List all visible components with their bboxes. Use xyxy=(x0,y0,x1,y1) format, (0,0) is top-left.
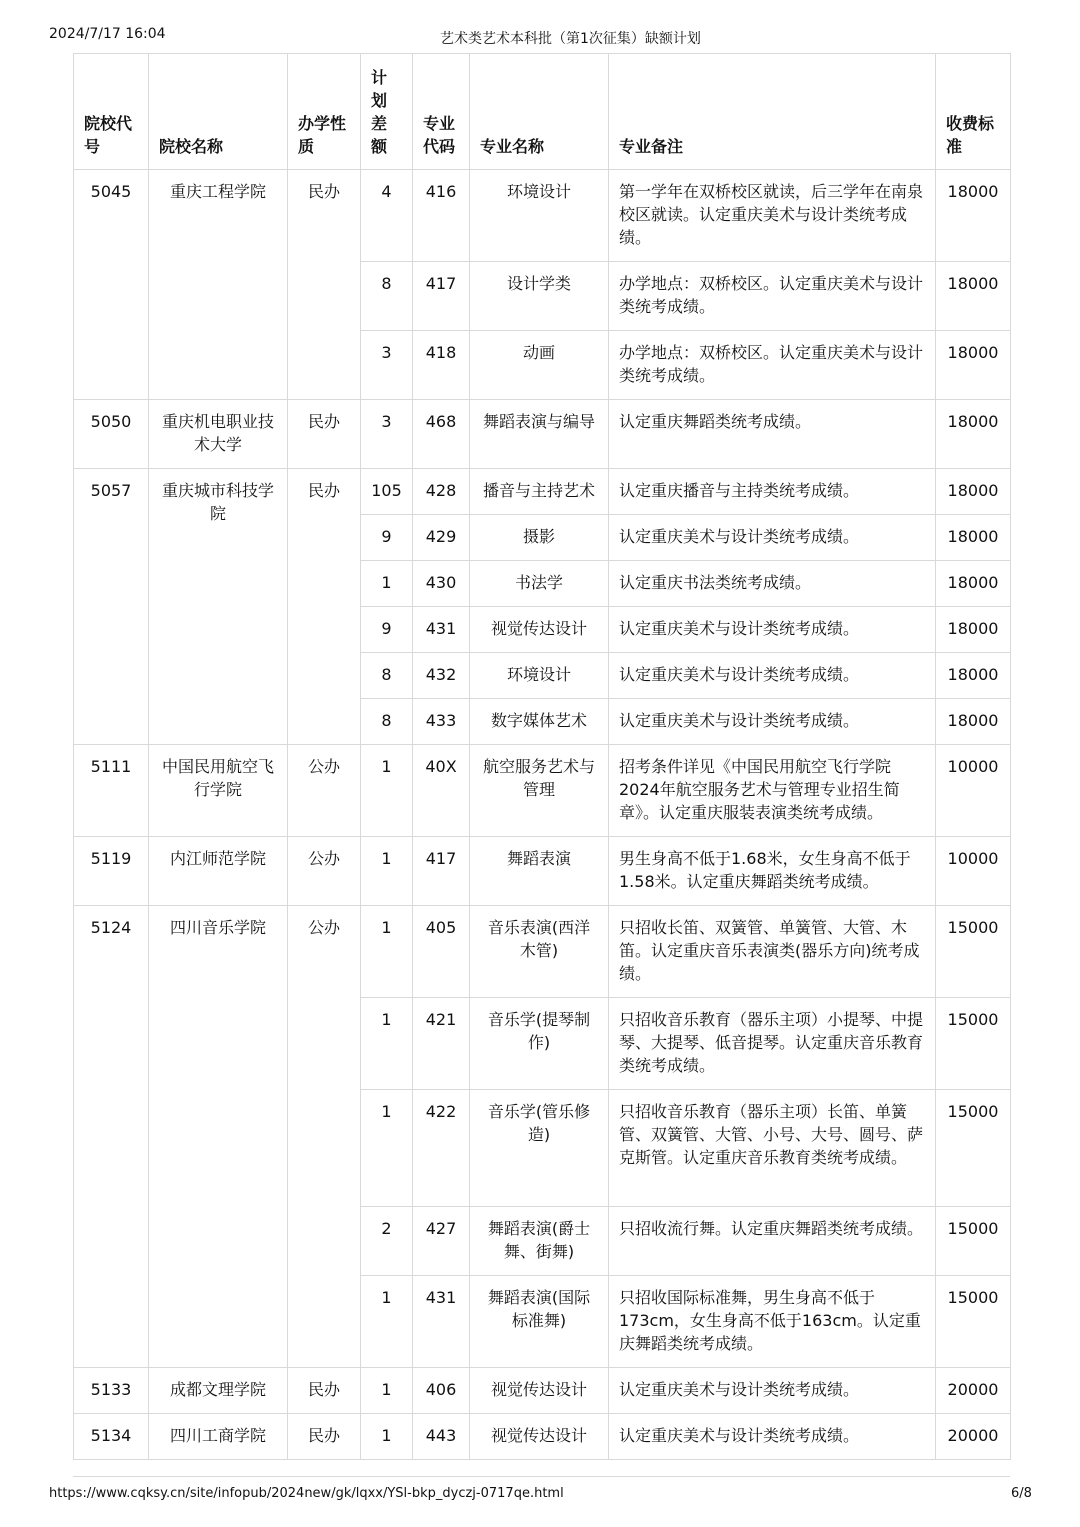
major-note-cell: 认定重庆舞蹈类统考成绩。 xyxy=(609,400,936,469)
quota-gap-cell: 1 xyxy=(361,561,413,607)
school-name-cell: 四川工商学院 xyxy=(149,1414,288,1460)
fee-cell: 18000 xyxy=(936,262,1011,331)
major-code-cell: 431 xyxy=(413,607,470,653)
major-note-cell: 办学地点：双桥校区。认定重庆美术与设计类统考成绩。 xyxy=(609,262,936,331)
quota-gap-cell: 4 xyxy=(361,170,413,262)
major-name-cell: 舞蹈表演与编导 xyxy=(470,400,609,469)
major-name-cell: 视觉传达设计 xyxy=(470,607,609,653)
school-code-cell: 5057 xyxy=(74,469,149,745)
major-code-cell: 429 xyxy=(413,515,470,561)
school-name-cell: 重庆城市科技学院 xyxy=(149,469,288,745)
table-row xyxy=(74,400,1011,469)
print-datetime: 2024/7/17 16:04 xyxy=(49,26,166,42)
school-type-cell: 公办 xyxy=(288,837,361,906)
school-type-cell: 民办 xyxy=(288,1414,361,1460)
school-name-cell: 重庆机电职业技术大学 xyxy=(149,400,288,469)
school-name-cell: 四川音乐学院 xyxy=(149,906,288,1368)
major-code-cell: 433 xyxy=(413,699,470,745)
major-name-cell: 音乐表演(西洋木管) xyxy=(470,906,609,998)
major-code-cell: 421 xyxy=(413,998,470,1090)
col-header-school-type: 办学性质 xyxy=(288,54,361,170)
quota-gap-cell: 2 xyxy=(361,1207,413,1276)
major-code-cell: 416 xyxy=(413,170,470,262)
major-name-cell: 数字媒体艺术 xyxy=(470,699,609,745)
school-type-cell: 公办 xyxy=(288,745,361,837)
major-note-cell: 认定重庆美术与设计类统考成绩。 xyxy=(609,1414,936,1460)
major-code-cell: 428 xyxy=(413,469,470,515)
major-name-cell: 舞蹈表演(爵士舞、街舞) xyxy=(470,1207,609,1276)
major-name-cell: 摄影 xyxy=(470,515,609,561)
fee-cell: 20000 xyxy=(936,1368,1011,1414)
major-note-cell: 只招收长笛、双簧管、单簧管、大管、木笛。认定重庆音乐表演类(器乐方向)统考成绩。 xyxy=(609,906,936,998)
major-code-cell: 431 xyxy=(413,1276,470,1368)
major-code-cell: 406 xyxy=(413,1368,470,1414)
quota-gap-cell: 8 xyxy=(361,653,413,699)
page-number: 6/8 xyxy=(1011,1486,1032,1501)
school-code-cell: 5134 xyxy=(74,1414,149,1460)
quota-gap-cell: 3 xyxy=(361,331,413,400)
major-name-cell: 设计学类 xyxy=(470,262,609,331)
major-note-cell: 只招收音乐教育（器乐主项）小提琴、中提琴、大提琴、低音提琴。认定重庆音乐教育类统考成绩。 xyxy=(609,998,936,1090)
col-header-fee: 收费标准 xyxy=(936,54,1011,170)
footer-url: https://www.cqksy.cn/site/infopub/2024new/gk/lqxx/YSl-bkp_dyczj-0717qe.html xyxy=(49,1486,564,1501)
table-row xyxy=(74,469,1011,515)
major-code-cell: 430 xyxy=(413,561,470,607)
school-code-cell: 5133 xyxy=(74,1368,149,1414)
major-name-cell: 视觉传达设计 xyxy=(470,1414,609,1460)
quota-gap-cell: 1 xyxy=(361,1090,413,1207)
fee-cell: 18000 xyxy=(936,699,1011,745)
col-header-major-note: 专业备注 xyxy=(609,54,936,170)
quota-gap-cell: 1 xyxy=(361,998,413,1090)
school-code-cell: 5050 xyxy=(74,400,149,469)
quota-gap-cell: 3 xyxy=(361,400,413,469)
col-header-school-name: 院校名称 xyxy=(149,54,288,170)
major-note-cell: 认定重庆播音与主持类统考成绩。 xyxy=(609,469,936,515)
school-type-cell: 民办 xyxy=(288,170,361,400)
major-name-cell: 音乐学(提琴制作) xyxy=(470,998,609,1090)
major-code-cell: 443 xyxy=(413,1414,470,1460)
school-name-cell: 重庆工程学院 xyxy=(149,170,288,400)
school-name-cell: 成都文理学院 xyxy=(149,1368,288,1414)
table-header-row xyxy=(74,54,1011,170)
fee-cell: 18000 xyxy=(936,561,1011,607)
major-note-cell: 招考条件详见《中国民用航空飞行学院2024年航空服务艺术与管理专业招生简章》。认定重庆服装表演类统考成绩。 xyxy=(609,745,936,837)
major-code-cell: 422 xyxy=(413,1090,470,1207)
quota-gap-cell: 1 xyxy=(361,1414,413,1460)
school-type-cell: 民办 xyxy=(288,1368,361,1414)
school-code-cell: 5045 xyxy=(74,170,149,400)
major-code-cell: 40X xyxy=(413,745,470,837)
major-name-cell: 环境设计 xyxy=(470,170,609,262)
fee-cell: 18000 xyxy=(936,653,1011,699)
fee-cell: 18000 xyxy=(936,170,1011,262)
major-note-cell: 认定重庆美术与设计类统考成绩。 xyxy=(609,515,936,561)
col-header-major-code: 专业代码 xyxy=(413,54,470,170)
quota-gap-cell: 9 xyxy=(361,515,413,561)
school-type-cell: 民办 xyxy=(288,400,361,469)
major-code-cell: 468 xyxy=(413,400,470,469)
fee-cell: 15000 xyxy=(936,906,1011,998)
fee-cell: 18000 xyxy=(936,607,1011,653)
quota-gap-cell: 1 xyxy=(361,906,413,998)
col-header-major-name: 专业名称 xyxy=(470,54,609,170)
major-code-cell: 405 xyxy=(413,906,470,998)
school-code-cell: 5119 xyxy=(74,837,149,906)
table-row xyxy=(74,1368,1011,1414)
quota-gap-cell: 9 xyxy=(361,607,413,653)
quota-gap-cell: 1 xyxy=(361,1368,413,1414)
major-note-cell: 只招收音乐教育（器乐主项）长笛、单簧管、双簧管、大管、小号、大号、圆号、萨克斯管。认定重庆音乐教育类统考成绩。 xyxy=(609,1090,936,1207)
fee-cell: 18000 xyxy=(936,469,1011,515)
fee-cell: 15000 xyxy=(936,1276,1011,1368)
school-type-cell: 民办 xyxy=(288,469,361,745)
col-header-school-code: 院校代号 xyxy=(74,54,149,170)
school-code-cell: 5111 xyxy=(74,745,149,837)
table-row xyxy=(74,170,1011,262)
major-name-cell: 书法学 xyxy=(470,561,609,607)
school-code-cell: 5124 xyxy=(74,906,149,1368)
major-name-cell: 播音与主持艺术 xyxy=(470,469,609,515)
table-row xyxy=(74,906,1011,998)
major-name-cell: 视觉传达设计 xyxy=(470,1368,609,1414)
quota-gap-cell: 1 xyxy=(361,745,413,837)
quota-gap-cell: 8 xyxy=(361,262,413,331)
major-note-cell: 认定重庆书法类统考成绩。 xyxy=(609,561,936,607)
fee-cell: 10000 xyxy=(936,837,1011,906)
major-name-cell: 舞蹈表演 xyxy=(470,837,609,906)
school-name-cell: 内江师范学院 xyxy=(149,837,288,906)
table-row xyxy=(74,1414,1011,1460)
major-code-cell: 432 xyxy=(413,653,470,699)
major-name-cell: 环境设计 xyxy=(470,653,609,699)
major-note-cell: 只招收流行舞。认定重庆舞蹈类统考成绩。 xyxy=(609,1207,936,1276)
major-note-cell: 认定重庆美术与设计类统考成绩。 xyxy=(609,653,936,699)
quota-gap-cell: 105 xyxy=(361,469,413,515)
fee-cell: 20000 xyxy=(936,1414,1011,1460)
major-code-cell: 417 xyxy=(413,262,470,331)
page-title: 艺术类艺术本科批（第1次征集）缺额计划 xyxy=(440,31,701,47)
fee-cell: 15000 xyxy=(936,1207,1011,1276)
fee-cell: 18000 xyxy=(936,331,1011,400)
table-row xyxy=(74,745,1011,837)
table-row xyxy=(74,837,1011,906)
major-name-cell: 动画 xyxy=(470,331,609,400)
col-header-quota-gap: 计划差额 xyxy=(361,54,413,170)
major-name-cell: 音乐学(管乐修造) xyxy=(470,1090,609,1207)
quota-table xyxy=(73,53,1011,1460)
major-note-cell: 办学地点：双桥校区。认定重庆美术与设计类统考成绩。 xyxy=(609,331,936,400)
major-note-cell: 认定重庆美术与设计类统考成绩。 xyxy=(609,1368,936,1414)
fee-cell: 15000 xyxy=(936,998,1011,1090)
fee-cell: 10000 xyxy=(936,745,1011,837)
major-name-cell: 舞蹈表演(国际标准舞) xyxy=(470,1276,609,1368)
quota-gap-cell: 1 xyxy=(361,1276,413,1368)
school-name-cell: 中国民用航空飞行学院 xyxy=(149,745,288,837)
footer-divider xyxy=(73,1476,1010,1477)
major-code-cell: 427 xyxy=(413,1207,470,1276)
major-note-cell: 认定重庆美术与设计类统考成绩。 xyxy=(609,607,936,653)
quota-gap-cell: 8 xyxy=(361,699,413,745)
major-note-cell: 认定重庆美术与设计类统考成绩。 xyxy=(609,699,936,745)
major-code-cell: 418 xyxy=(413,331,470,400)
major-name-cell: 航空服务艺术与管理 xyxy=(470,745,609,837)
major-note-cell: 第一学年在双桥校区就读，后三学年在南泉校区就读。认定重庆美术与设计类统考成绩。 xyxy=(609,170,936,262)
major-code-cell: 417 xyxy=(413,837,470,906)
fee-cell: 15000 xyxy=(936,1090,1011,1207)
major-note-cell: 男生身高不低于1.68米，女生身高不低于1.58米。认定重庆舞蹈类统考成绩。 xyxy=(609,837,936,906)
fee-cell: 18000 xyxy=(936,515,1011,561)
school-type-cell: 公办 xyxy=(288,906,361,1368)
quota-gap-cell: 1 xyxy=(361,837,413,906)
fee-cell: 18000 xyxy=(936,400,1011,469)
major-note-cell: 只招收国际标准舞，男生身高不低于173cm，女生身高不低于163cm。认定重庆舞蹈类统考成绩。 xyxy=(609,1276,936,1368)
